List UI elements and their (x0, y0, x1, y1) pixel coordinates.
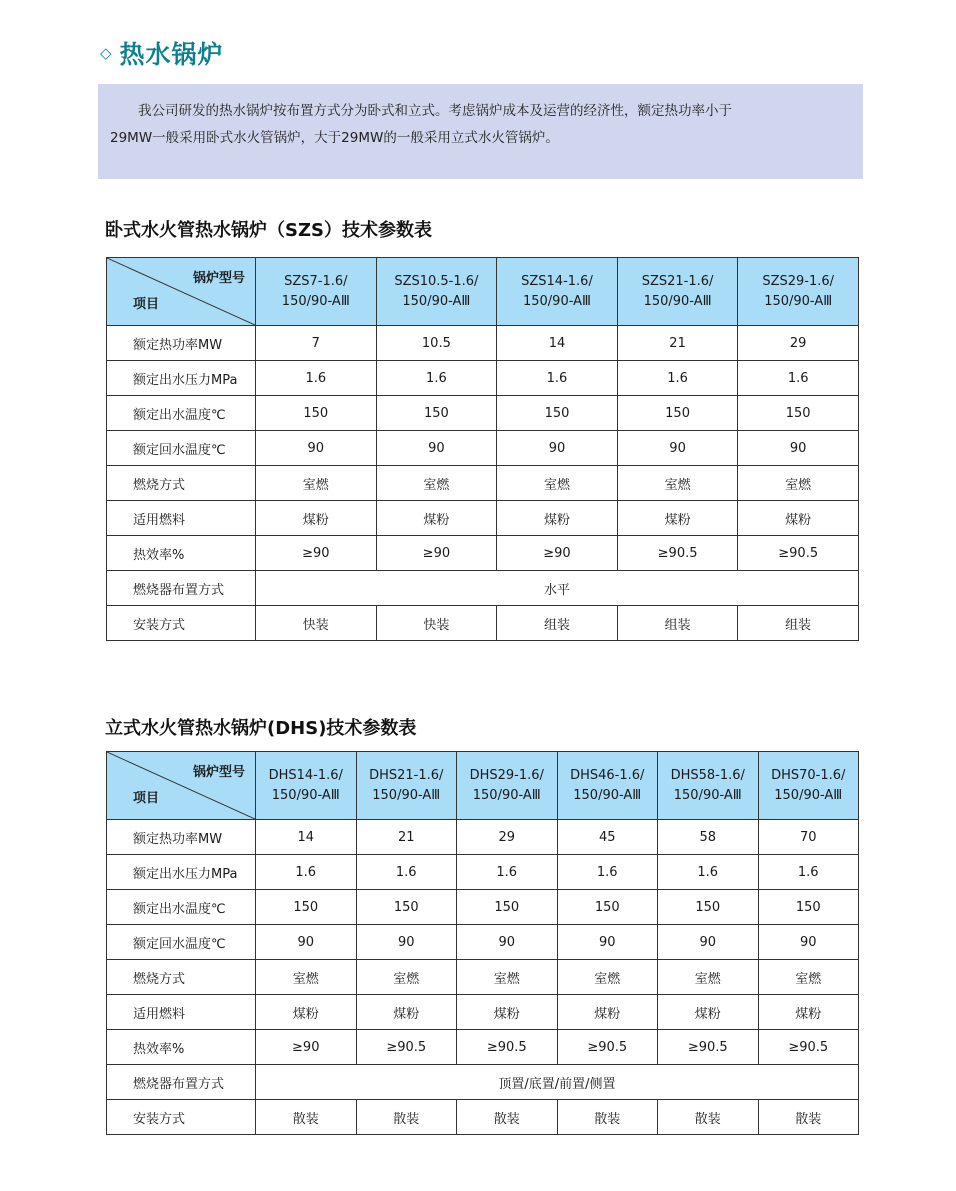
value-cell: 90 (457, 925, 558, 960)
value-cell: 煤粉 (376, 501, 497, 536)
value-cell: ≥90.5 (738, 536, 859, 571)
model-name-line2: 150/90-AⅢ (522, 293, 591, 309)
value-cell: 1.6 (738, 361, 859, 396)
corner-label-model: 锅炉型号 (192, 271, 245, 286)
model-name-line1: SZS14-1.6/ (521, 273, 593, 289)
table2-title: 立式水火管热水锅炉(DHS)技术参数表 (105, 718, 417, 739)
page-title-text: 热水锅炉 (119, 40, 224, 69)
row-label: 额定热功率MW (107, 326, 256, 361)
value-cell: 150 (256, 396, 377, 431)
value-cell: 90 (758, 925, 859, 960)
value-cell: 150 (738, 396, 859, 431)
value-cell: 1.6 (256, 855, 357, 890)
row-label: 燃烧器布置方式 (107, 571, 256, 606)
table-row (107, 361, 859, 396)
value-cell: 快装 (256, 606, 377, 641)
table-row (107, 925, 859, 960)
value-cell: 煤粉 (658, 995, 759, 1030)
szs-spec-table (106, 257, 859, 641)
row-label: 热效率% (107, 1030, 256, 1065)
table-row (107, 326, 859, 361)
row-label: 额定出水温度℃ (107, 396, 256, 431)
corner-label-item: 项目 (133, 791, 160, 806)
value-cell: 煤粉 (256, 995, 357, 1030)
value-cell: 7 (256, 326, 377, 361)
model-header-cell (356, 752, 457, 820)
merged-value-cell: 水平 (256, 571, 859, 606)
value-cell: 14 (497, 326, 618, 361)
value-cell: 室燃 (256, 466, 377, 501)
value-cell: 煤粉 (557, 995, 658, 1030)
value-cell: 90 (497, 431, 618, 466)
row-label: 额定回水温度℃ (107, 431, 256, 466)
value-cell: ≥90.5 (658, 1030, 759, 1065)
value-cell: 煤粉 (758, 995, 859, 1030)
value-cell: ≥90.5 (758, 1030, 859, 1065)
table-row (107, 890, 859, 925)
table-row (107, 960, 859, 995)
value-cell: 150 (457, 890, 558, 925)
model-header-cell (457, 752, 558, 820)
value-cell: 室燃 (738, 466, 859, 501)
model-name-line1: DHS21-1.6/ (369, 767, 444, 783)
table1-title: 卧式水火管热水锅炉（SZS）技术参数表 (105, 220, 432, 241)
value-cell: 10.5 (376, 326, 497, 361)
value-cell: 21 (356, 820, 457, 855)
value-cell: 室燃 (758, 960, 859, 995)
row-label: 额定出水压力MPa (107, 361, 256, 396)
value-cell: 1.6 (617, 361, 738, 396)
table-row (107, 1030, 859, 1065)
model-header-cell (738, 258, 859, 326)
row-label: 燃烧方式 (107, 960, 256, 995)
value-cell: 煤粉 (617, 501, 738, 536)
value-cell: 21 (617, 326, 738, 361)
value-cell: 58 (658, 820, 759, 855)
value-cell: 90 (738, 431, 859, 466)
row-label: 燃烧方式 (107, 466, 256, 501)
header-corner-cell (107, 258, 256, 326)
table-row (107, 536, 859, 571)
model-header-cell (376, 258, 497, 326)
value-cell: 150 (497, 396, 618, 431)
row-label: 燃烧器布置方式 (107, 1065, 256, 1100)
value-cell: ≥90.5 (356, 1030, 457, 1065)
model-name-line2: 150/90-AⅢ (573, 787, 642, 803)
value-cell: 70 (758, 820, 859, 855)
value-cell: ≥90.5 (617, 536, 738, 571)
value-cell: 散装 (457, 1100, 558, 1135)
model-name-line2: 150/90-AⅢ (643, 293, 712, 309)
row-label: 安装方式 (107, 606, 256, 641)
value-cell: ≥90 (497, 536, 618, 571)
value-cell: 150 (758, 890, 859, 925)
value-cell: 29 (457, 820, 558, 855)
table-row (107, 995, 859, 1030)
table-row (107, 396, 859, 431)
value-cell: 150 (256, 890, 357, 925)
intro-line-2: 29MW一般采用卧式水火管锅炉，大于29MW的一般采用立式水火管锅炉。 (110, 130, 559, 146)
table-row (107, 571, 859, 606)
intro-box (98, 84, 863, 179)
value-cell: 90 (376, 431, 497, 466)
value-cell: 组装 (738, 606, 859, 641)
value-cell: 150 (376, 396, 497, 431)
page-title (100, 36, 224, 70)
model-name-line2: 150/90-AⅢ (673, 787, 742, 803)
model-name-line1: SZS29-1.6/ (762, 273, 835, 289)
value-cell: 室燃 (356, 960, 457, 995)
row-label: 额定热功率MW (107, 820, 256, 855)
model-name-line1: DHS46-1.6/ (570, 767, 645, 783)
value-cell: 室燃 (497, 466, 618, 501)
value-cell: 散装 (557, 1100, 658, 1135)
value-cell: ≥90 (376, 536, 497, 571)
model-name-line1: SZS10.5-1.6/ (394, 273, 479, 289)
model-name-line1: SZS21-1.6/ (641, 273, 714, 289)
value-cell: 快装 (376, 606, 497, 641)
value-cell: 45 (557, 820, 658, 855)
dhs-spec-table (106, 751, 859, 1135)
table-row (107, 820, 859, 855)
model-name-line2: 150/90-AⅢ (372, 787, 441, 803)
model-name-line2: 150/90-AⅢ (472, 787, 541, 803)
value-cell: 150 (617, 396, 738, 431)
intro-line-1: 我公司研发的热水锅炉按布置方式分为卧式和立式。考虑锅炉成本及运营的经济性，额定热功率小于 (138, 103, 732, 119)
value-cell: 1.6 (758, 855, 859, 890)
header-corner-cell (107, 752, 256, 820)
model-header-cell (658, 752, 759, 820)
value-cell: 室燃 (557, 960, 658, 995)
model-name-line2: 150/90-AⅢ (281, 293, 350, 309)
value-cell: 室燃 (376, 466, 497, 501)
table-row (107, 606, 859, 641)
table-row (107, 431, 859, 466)
value-cell: 1.6 (497, 361, 618, 396)
value-cell: 室燃 (457, 960, 558, 995)
model-header-cell (256, 752, 357, 820)
table-row (107, 501, 859, 536)
value-cell: 散装 (758, 1100, 859, 1135)
corner-label-model: 锅炉型号 (192, 765, 245, 780)
model-header-cell (617, 258, 738, 326)
model-name-line2: 150/90-AⅢ (402, 293, 471, 309)
value-cell: 煤粉 (497, 501, 618, 536)
row-label: 额定回水温度℃ (107, 925, 256, 960)
value-cell: 散装 (256, 1100, 357, 1135)
table-row (107, 1065, 859, 1100)
value-cell: ≥90.5 (557, 1030, 658, 1065)
row-label: 适用燃料 (107, 995, 256, 1030)
value-cell: 室燃 (617, 466, 738, 501)
model-header-cell (497, 258, 618, 326)
model-name-line2: 150/90-AⅢ (764, 293, 833, 309)
value-cell: ≥90 (256, 536, 377, 571)
value-cell: 90 (557, 925, 658, 960)
value-cell: 室燃 (256, 960, 357, 995)
value-cell: 1.6 (356, 855, 457, 890)
value-cell: 1.6 (658, 855, 759, 890)
model-header-cell (256, 258, 377, 326)
diamond-icon: ◇ (100, 43, 112, 62)
value-cell: ≥90.5 (457, 1030, 558, 1065)
value-cell: ≥90 (256, 1030, 357, 1065)
value-cell: 90 (256, 431, 377, 466)
model-name-line1: DHS29-1.6/ (469, 767, 544, 783)
table-row (107, 1100, 859, 1135)
model-header-cell (557, 752, 658, 820)
value-cell: 150 (557, 890, 658, 925)
model-name-line1: SZS7-1.6/ (284, 273, 348, 289)
value-cell: 组装 (617, 606, 738, 641)
value-cell: 1.6 (557, 855, 658, 890)
value-cell: 散装 (658, 1100, 759, 1135)
model-name-line2: 150/90-AⅢ (271, 787, 340, 803)
value-cell: 散装 (356, 1100, 457, 1135)
value-cell: 1.6 (376, 361, 497, 396)
value-cell: 1.6 (457, 855, 558, 890)
value-cell: 90 (658, 925, 759, 960)
merged-value-cell: 顶置/底置/前置/侧置 (256, 1065, 859, 1100)
model-name-line1: DHS58-1.6/ (670, 767, 745, 783)
model-name-line1: DHS70-1.6/ (771, 767, 846, 783)
model-name-line2: 150/90-AⅢ (774, 787, 843, 803)
value-cell: 煤粉 (256, 501, 377, 536)
row-label: 额定出水温度℃ (107, 890, 256, 925)
row-label: 额定出水压力MPa (107, 855, 256, 890)
value-cell: 煤粉 (356, 995, 457, 1030)
value-cell: 煤粉 (457, 995, 558, 1030)
value-cell: 90 (356, 925, 457, 960)
row-label: 热效率% (107, 536, 256, 571)
table-row (107, 855, 859, 890)
corner-label-item: 项目 (133, 297, 160, 312)
row-label: 适用燃料 (107, 501, 256, 536)
header-row (107, 752, 859, 820)
value-cell: 150 (658, 890, 759, 925)
model-header-cell (758, 752, 859, 820)
row-label: 安装方式 (107, 1100, 256, 1135)
value-cell: 组装 (497, 606, 618, 641)
value-cell: 90 (617, 431, 738, 466)
value-cell: 150 (356, 890, 457, 925)
header-row (107, 258, 859, 326)
value-cell: 室燃 (658, 960, 759, 995)
value-cell: 29 (738, 326, 859, 361)
model-name-line1: DHS14-1.6/ (268, 767, 343, 783)
value-cell: 煤粉 (738, 501, 859, 536)
value-cell: 14 (256, 820, 357, 855)
table-row (107, 466, 859, 501)
value-cell: 1.6 (256, 361, 377, 396)
value-cell: 90 (256, 925, 357, 960)
